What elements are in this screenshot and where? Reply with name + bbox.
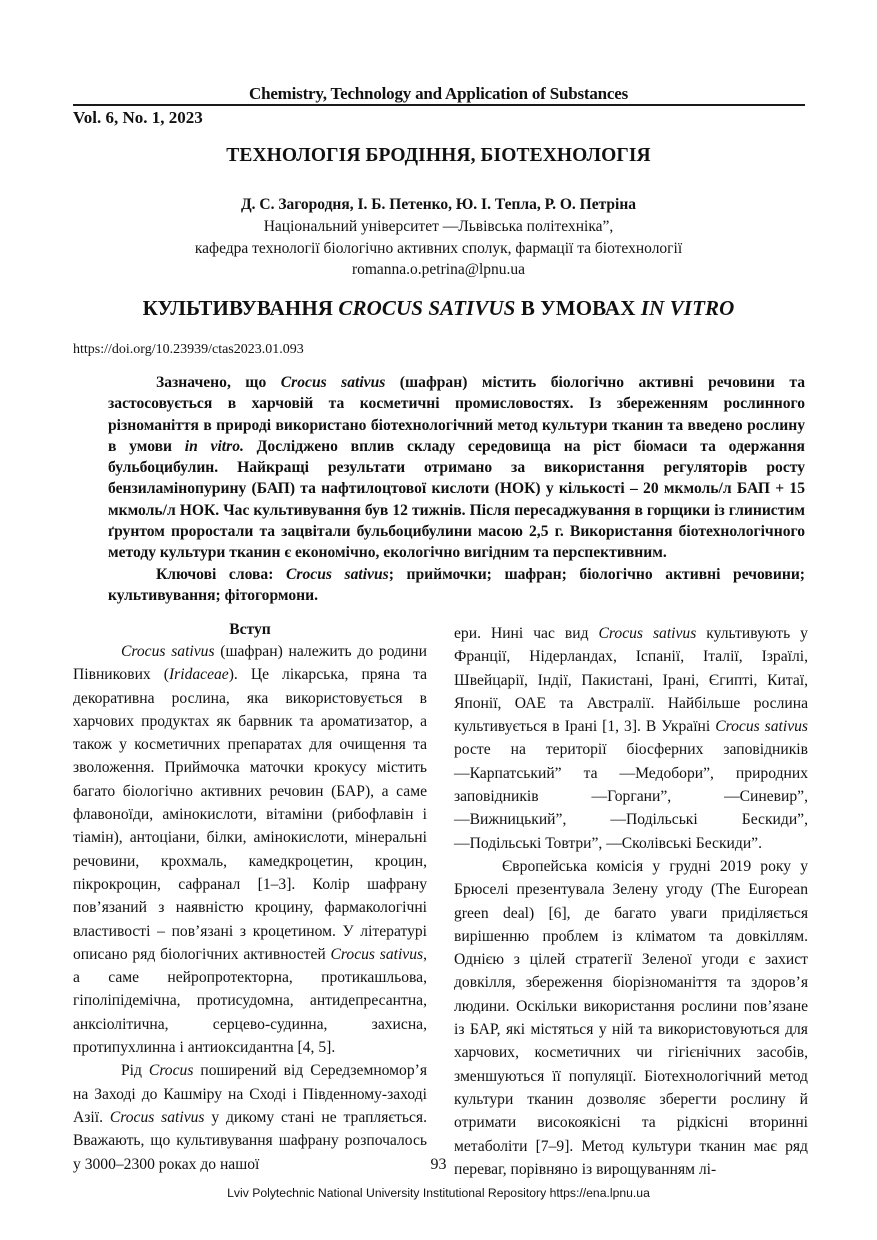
section-title: ТЕХНОЛОГІЯ БРОДІННЯ, БІОТЕХНОЛОГІЯ [226, 145, 651, 166]
keywords [108, 564, 805, 607]
doi-link[interactable]: https://doi.org/10.23939/ctas2023.01.093 [73, 342, 304, 357]
text-italic: Iridaceae [168, 666, 229, 684]
authors: Д. С. Загородня, І. Б. Петенко, Ю. І. Тепла, Р. О. Петріна [240, 196, 637, 213]
abstract-italic: Crocus sativus [280, 374, 386, 391]
abstract-segment: (шафран) містить біологічно активні речовини та застосовується в харчовій та косметичні промисловостях. Із збереженням рослинного різноманіття в природі використано біотехнологічний метод культури тканин та введено рослину в умови [108, 374, 805, 455]
header-rule [73, 104, 805, 106]
column-right [454, 622, 808, 1181]
text-segment: Рід [121, 1062, 149, 1080]
title-part-1: КУЛЬТИВУВАННЯ [142, 296, 339, 320]
page-number: 93 [430, 1156, 447, 1173]
intro-heading: Вступ [229, 621, 271, 638]
affiliation-department: кафедра технології біологічно активних сполук, фармації та біотехнології [194, 240, 683, 257]
text-segment: росте на території біосферних заповідників ―Карпатський” та ―Медобори”, природних заповідників ―Горгани”, ―Синевир”, ―Вижницький”, ―Подільські Бескиди”, ―Подільські Товтри”, ―Сколівські Бескиди”. [454, 741, 808, 852]
text-segment: , а саме нейропротекторна, протикашльова, гіполіпідемічна, протисудомна, антидепресантна, анксіолітична, серцево-судинна, захисна, протипухлинна і антиоксидантна [4, 5]. [73, 945, 427, 1057]
paper-title [0, 296, 877, 321]
intro-paragraph-1 [73, 640, 427, 1059]
abstract-italic: in vitro. [184, 437, 244, 455]
title-species: CROCUS SATIVUS [338, 296, 516, 320]
text-italic: Crocus sativus [715, 718, 808, 736]
keywords-label: Ключові слова: [156, 565, 286, 583]
text-italic: Crocus sativus [330, 945, 424, 963]
column-left [73, 620, 427, 1176]
text-italic: Crocus sativus [121, 643, 215, 660]
text-segment: поширений від Середземномор’я на Заході до Кашміру на Сході і Південному-заході Азії. [73, 1062, 427, 1126]
title-in-vitro: IN VITRO [640, 296, 735, 320]
title-part-2: В УМОВАХ [515, 296, 641, 320]
text-italic: Crocus [148, 1062, 194, 1080]
abstract [108, 372, 805, 606]
author-email[interactable]: romanna.o.petrina@lpnu.ua [351, 261, 526, 278]
journal-title: Chemistry, Technology and Application of Substances [249, 84, 628, 103]
volume-info: Vol. 6, No. 1, 2023 [73, 108, 203, 127]
repository-footer: Lviv Polytechnic National University Institutional Repository https://ena.lpnu.ua [227, 1186, 650, 1200]
text-italic: Crocus sativus [598, 625, 697, 642]
intro-paragraph-3: Європейська комісія у грудні 2019 року у Брюселі презентувала Зелену угоду (The European green deal) [6], де багато уваги приділяється вирішенню проблем із кліматом та довкіллям. Однією з цілей стратегії Зеленої угоди є захист довкілля, збереження біорізноманіття та здоров’я людини. Оскільки використання рослини пов’язане із БАР, які містяться у ній та використовуються для харчових, косметичних чи гігієнічних засобів, зменшуються її популяції. Біотехнологічний метод культури тканин дозволяє зберегти рослину й отримати високоякісні та рідкісні вторинні метаболіти [7–9]. Метод культури тканин має ряд переваг, порівняно із вирощуванням лі- [454, 857, 808, 1178]
text-segment: культивують у Франції, Нідерландах, Іспанії, Італії, Ізраїлі, Швейцарії, Індії, Пакистані, Ірані, Єгипті, Китаї, Японії, ОАЕ та Австралії. Найбільше рослина культивується в Ірані [1, 3]. В Україні [454, 625, 808, 736]
keywords-italic: Crocus sativus [286, 565, 389, 583]
intro-paragraph-2-continued [454, 622, 808, 855]
text-segment: ери. Нині час вид [454, 625, 599, 642]
abstract-segment: Зазначено, що [156, 374, 281, 391]
text-segment: у дикому стані не трапляється. Вважають, що культивування шафрану розпочалось у 3000–2300 роках до нашої [73, 1108, 427, 1173]
keywords-list: ; приймочки; шафран; біологічно активні речовини; культивування; фітогормони. [108, 565, 805, 604]
affiliation-university: Національний університет ―Львівська політехніка”, [263, 218, 614, 235]
text-italic: Crocus sativus [109, 1108, 205, 1126]
text-segment: (шафран) належить до родини Півникових ( [73, 643, 427, 684]
abstract-text [108, 372, 805, 564]
abstract-segment: Досліджено вплив складу середовища на ріст біомаси та одержання бульбоцибулин. Найкращі результати отримано за використання регуляторів росту бензиламінопурину (БАП) та нафтилоцтової кислоти (НОК) у кількості – 20 мкмоль/л БАП + 15 мкмоль/л НОК. Час культивування був 12 тижнів. Після пересаджування в горщики із глинистим ґрунтом проростали та зацвітали бульбоцибулини масою 2,5 г. Використання біотехнологічного методу культури тканин є економічно, екологічно вигідним та перспективним. [108, 437, 805, 562]
text-segment: ). Це лікарська, пряна та декоративна рослина, яка використовується в харчових продуктах як барвник та ароматизатор, а також у косметичних препаратах для очищення та зволоження. Приймочка маточки крокусу містить багато біологічно активних речовин (БАР), а саме флавоноїди, амінокислоти, вітаміни (рибофлавін і тіамін), антоціани, білки, амінокислоти, мінеральні речовини, крохмаль, камедкроцетин, кроцин, пікрокроцин, сафранал [1–3]. Колір шафрану пов’язаний з наявністю кроцину, фармакологічні властивості – пов’язані з кроцетином. У літературі описано ряд біологічних активностей [73, 666, 427, 963]
